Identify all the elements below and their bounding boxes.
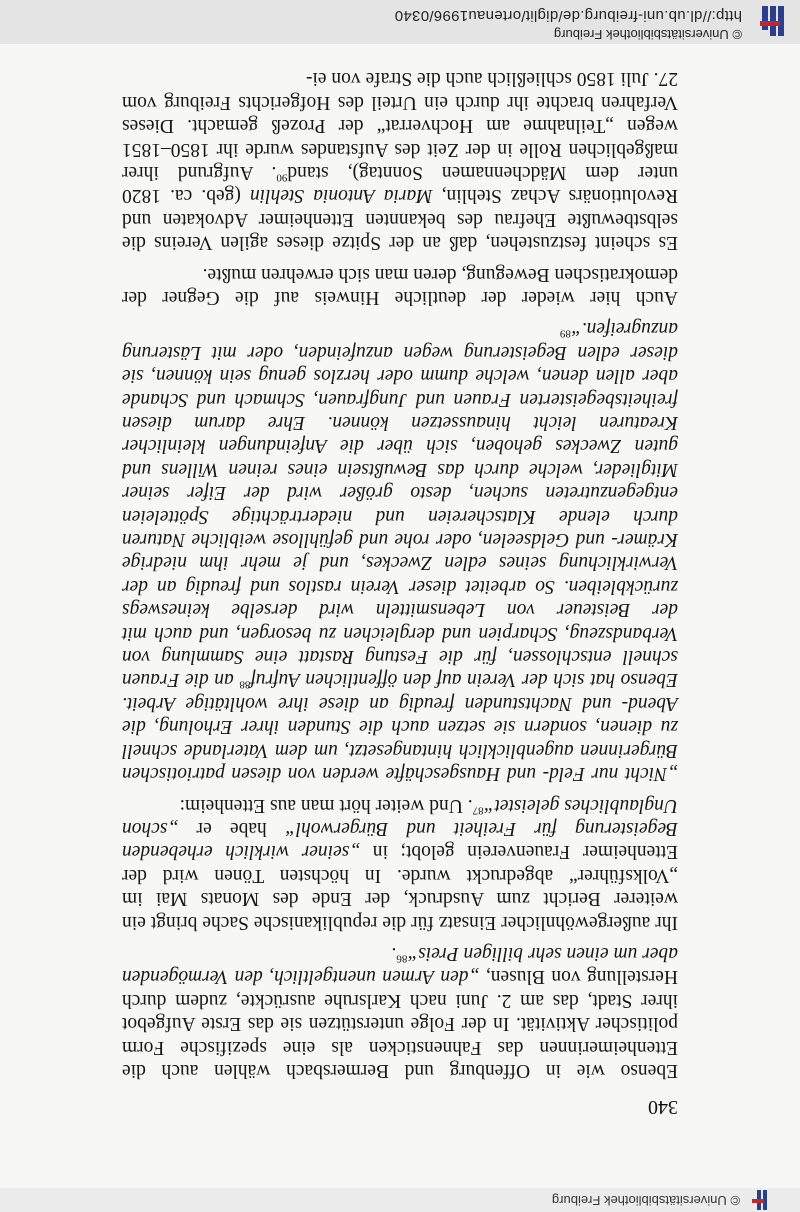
text-run: (geb. ca. 1820 unter dem Mädchennamen Sonntag), stand xyxy=(122,161,678,207)
footnote-marker: 87 xyxy=(472,804,484,817)
text-run: Es scheint festzustehen, daß an der Spitze dieses agilen Vereins die selbstbewußte Ehefrau des bekannten Ettenheimer Advokaten und Revolutionärs Achaz Stehlin, xyxy=(122,185,678,254)
text-run: „schon Unglaubliches geleistet“ xyxy=(122,794,678,839)
text-run: . Aufgrund ihrer maßgeblichen Rolle in der Zeit des Aufstandes wurde ihr 1850–1851 wegen „Teilnahme am Hochverrat“ der Prozeß gemacht. Dieses Verfahren brachte ihr durch ein Urteil des Hofgerichts Freiburg vom 27. Juli 1850 schließlich auch die Strafe von ei- xyxy=(122,68,678,183)
library-copyright: © Universitätsbibliothek Freiburg xyxy=(553,27,742,42)
text-run: Ihr außergewöhnlicher Einsatz für die republikanische Sache bringt ein weiterer Bericht zum Ausdruck, der Ende des Monats Mai im „Volksführer“ abgedruckt wurde. In höchsten Tönen wird der Ettenheimer Frauenverein gelobt; in xyxy=(122,841,678,933)
footnote-marker: 90 xyxy=(276,171,288,184)
text-run: . Und weiter hört man aus Ettenheim: xyxy=(179,794,473,816)
text-run: . xyxy=(391,942,397,964)
text-run: Auch hier wieder der deutliche Hinweis auf die Gegner der demokratischen Bewegung, deren man sich erwehren mußte. xyxy=(122,263,678,308)
paragraph xyxy=(122,262,678,309)
text-run: habe er xyxy=(178,817,285,839)
text-run: an die Frauen schnell entschlossen, für die Festung Rastatt eine Sammlung von Verbandszeug, Scharpien und dergleichen zu besorgen, und auch mit der Beisteuer von Lebensmitteln wird derselbe keineswegs zurückbleiben. So arbeitet dieser Verein rastlos und freudig an der Verwirklichung seines edlen Zweckes, und je mehr ihm niedrige Krämer- und Geldseelen, oder rohe und gefühllose weibliche Naturen durch elende Klatschereien und niederträchtige Spötteleien entgegenzutreten suchen, desto größer wird der Eifer seiner Mitglieder, welche durch das Bewußtsein eines reinen Willens und guten Zweckes gehoben, sich über die Anfeindungen kleinlicher Kreaturen leicht hinaussetzen können. Ehre darum diesen freiheitsbegeisterten Frauen und Jungfrauen, Schmach und Schande aber allen denen, welche dumm oder herzlos genug sein können, sie dieser edlen Begeisterung wegen anzufeinden, oder mit Lästerung anzugreifen.“ xyxy=(122,318,678,691)
library-copyright-footer: © Universitätsbibliothek Freiburg xyxy=(551,1193,740,1208)
university-logo-icon xyxy=(756,4,790,38)
text-run: „Nicht nur Feld- und Hausgeschäfte werden von diesen patriotischen Bürgerinnen augenblicklich hintangesetzt, um dem Vaterlande schnell zu dienen, sondern sie setzen auch die Stunden ihrer Erholung, die Abend- und Nachtstunden freudig an diese ihre wohltätige Arbeit. Ebenso hat sich der Verein auf den öffentlichen Aufruf xyxy=(122,669,678,785)
paragraph xyxy=(122,793,678,933)
text-run: „den Armen unentgeltlich, den Vermögenden aber um einen sehr billigen Preis“ xyxy=(122,942,678,988)
viewer-footer xyxy=(0,1188,800,1212)
text-run: Ebenso wie in Offenburg und Bermersbach wählen auch die Ettenheimerinnen das Fahnensticken als eine spezifische Form politischer Aktivität. In der Folge unterstützen sie das Erste Aufgebot ihrer Stadt, das am 2. Juni nach Karlsruhe ausrückte, zudem durch Herstellung von Blusen, xyxy=(122,966,678,1081)
page-number: 340 xyxy=(648,1096,678,1118)
paragraph xyxy=(122,67,678,254)
footnote-marker: 89 xyxy=(559,327,571,340)
university-logo-icon xyxy=(750,1188,770,1212)
footnote-marker: 86 xyxy=(396,952,408,965)
paragraph xyxy=(122,942,678,1082)
document-url[interactable]: http://dl.ub.uni-freiburg.de/diglit/ortenau1996/0340 xyxy=(394,7,742,24)
text-run: Maria Antonia Stehlin xyxy=(250,185,433,207)
viewer-header xyxy=(0,0,800,44)
footnote-marker: 88 xyxy=(239,679,251,691)
text-run: „seiner wirklich erhebenden Begeisterung für Freiheit und Bürgerwohl“ xyxy=(122,817,678,863)
page-body-text xyxy=(122,59,678,1082)
paragraph xyxy=(122,317,678,785)
